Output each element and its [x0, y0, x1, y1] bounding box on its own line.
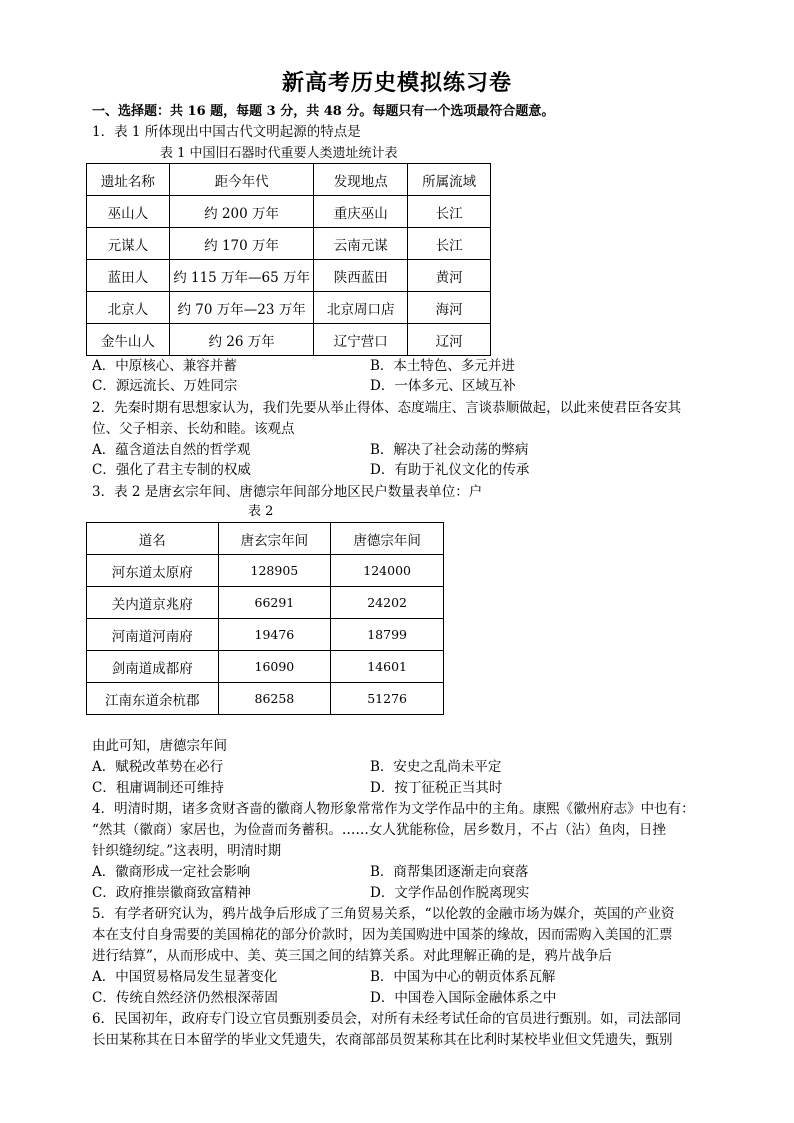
- table-cell: 16090: [218, 651, 331, 683]
- table-cell: 19476: [218, 619, 331, 651]
- table-row: [87, 324, 491, 356]
- q6-stem-line1: 6．民国初年，政府专门设立官员甄别委员会，对所有未经考试任命的官员进行甄别。如，司法部同: [92, 1011, 682, 1027]
- q3-after-text: 由此可知，唐德宗年间: [92, 738, 227, 754]
- table-cell: 黄河: [408, 260, 491, 292]
- q2-stem-line1: 2．先秦时期有思想家认为，我们先要从举止得体、态度端庄、言谈恭顺做起，以此来使君臣各安其: [92, 400, 682, 416]
- q2-option-d: D．有助于礼仪文化的传承: [370, 462, 530, 478]
- table2-header: 唐玄宗年间: [218, 523, 331, 555]
- q2-option-a: A．蕴含道法自然的哲学观: [92, 442, 251, 458]
- section-heading: 一、选择题：共 16 题，每题 3 分，共 48 分。每题只有一个选项最符合题意。: [92, 104, 555, 119]
- table-cell: 元谋人: [87, 228, 170, 260]
- q1-option-c: C．源远流长、万姓同宗: [92, 378, 238, 394]
- q3-stem: 3．表 2 是唐玄宗年间、唐德宗年间部分地区民户数量表单位：户: [92, 484, 483, 500]
- q2-option-b: B．解决了社会动荡的弊病: [370, 442, 529, 458]
- table-cell: 约 170 万年: [169, 228, 314, 260]
- table1-header: 遗址名称: [87, 164, 170, 196]
- table-cell: 北京周口店: [314, 292, 408, 324]
- table1-header: 发现地点: [314, 164, 408, 196]
- q6-stem-line2: 长田某称其在日本留学的毕业文凭遗失，农商部部员贺某称其在比利时某校毕业但文凭遗失，甄别: [92, 1032, 673, 1048]
- table-cell: 辽河: [408, 324, 491, 356]
- table1-caption: 表 1 中国旧石器时代重要人类遗址统计表: [160, 146, 398, 161]
- q1-option-d: D．一体多元、区域互补: [370, 378, 516, 394]
- table-row: [87, 683, 444, 715]
- table-cell: 约 115 万年—65 万年: [169, 260, 314, 292]
- table-cell: 约 26 万年: [169, 324, 314, 356]
- q4-option-b: B．商帮集团逐渐走向衰落: [370, 864, 529, 880]
- table-cell: 金牛山人: [87, 324, 170, 356]
- q1-stem: 1．表 1 所体现出中国古代文明起源的特点是: [92, 124, 361, 140]
- q5-option-d: D．中国卷入国际金融体系之中: [370, 990, 557, 1006]
- q3-option-a: A．赋税改革势在必行: [92, 759, 224, 775]
- q5-option-b: B．中国为中心的朝贡体系瓦解: [370, 969, 556, 985]
- table2: [86, 522, 444, 715]
- table-cell: 关内道京兆府: [87, 587, 219, 619]
- table-row: [87, 228, 491, 260]
- table2-caption: 表 2: [248, 504, 274, 519]
- table1-header: 距今年代: [169, 164, 314, 196]
- q5-stem-line2: 本在支付自身需要的美国棉花的部分价款时，因为美国购进中国茶的缘故，因而需购入美国的汇票: [92, 927, 673, 943]
- table-cell: 14601: [331, 651, 444, 683]
- q4-option-a: A．徽商形成一定社会影响: [92, 864, 251, 880]
- table-row: [87, 651, 444, 683]
- table-cell: 陕西蓝田: [314, 260, 408, 292]
- table-cell: 18799: [331, 619, 444, 651]
- page-title: 新高考历史模拟练习卷: [281, 70, 512, 96]
- table-cell: 巫山人: [87, 196, 170, 228]
- table1-header-row: [87, 164, 491, 196]
- table2-header: 唐德宗年间: [331, 523, 444, 555]
- table-row: [87, 555, 444, 587]
- q4-option-c: C．政府推崇徽商致富精神: [92, 885, 251, 901]
- table-cell: 128905: [218, 555, 331, 587]
- table-cell: 长江: [408, 196, 491, 228]
- table-cell: 北京人: [87, 292, 170, 324]
- table-cell: 约 200 万年: [169, 196, 314, 228]
- table-cell: 辽宁营口: [314, 324, 408, 356]
- q5-stem-line1: 5．有学者研究认为，鸦片战争后形成了三角贸易关系，“以伦敦的金融市场为媒介，英国的产业资: [92, 906, 675, 922]
- table-cell: 河南道河南府: [87, 619, 219, 651]
- table-cell: 重庆巫山: [314, 196, 408, 228]
- table-cell: 剑南道成都府: [87, 651, 219, 683]
- q2-option-c: C．强化了君主专制的权威: [92, 462, 251, 478]
- table-cell: 124000: [331, 555, 444, 587]
- table-cell: 蓝田人: [87, 260, 170, 292]
- table-row: [87, 292, 491, 324]
- table-cell: 江南东道余杭郡: [87, 683, 219, 715]
- table-cell: 长江: [408, 228, 491, 260]
- table-cell: 海河: [408, 292, 491, 324]
- q5-option-c: C．传统自然经济仍然根深蒂固: [92, 990, 278, 1006]
- q2-stem-line2: 位、父子相亲、长幼和睦。该观点: [92, 421, 295, 437]
- q3-option-c: C．租庸调制还可维持: [92, 780, 224, 796]
- q4-stem-line1: 4．明清时期，诸多贪财吝啬的徽商人物形象常常作为文学作品中的主角。康熙《徽州府志》中也有：: [92, 801, 695, 817]
- table-cell: 86258: [218, 683, 331, 715]
- table1-header: 所属流域: [408, 164, 491, 196]
- table-cell: 河东道太原府: [87, 555, 219, 587]
- table1: [86, 163, 491, 356]
- q4-stem-line3: 针织缝纫绽。”这表明，明清时期: [92, 843, 282, 859]
- table-cell: 云南元谋: [314, 228, 408, 260]
- table-row: [87, 260, 491, 292]
- table2-header-row: [87, 523, 444, 555]
- table-row: [87, 196, 491, 228]
- q1-option-b: B．本土特色、多元并进: [370, 358, 515, 374]
- q4-stem-line2: “然其（徽商）家居也，为俭啬而务蓄积。……女人犹能称俭，居乡数月，不占（沾）鱼肉，日挫: [92, 822, 666, 838]
- q4-option-d: D．文学作品创作脱离现实: [370, 885, 530, 901]
- table-cell: 24202: [331, 587, 444, 619]
- table-cell: 约 70 万年—23 万年: [169, 292, 314, 324]
- q3-option-d: D．按丁征税正当其时: [370, 780, 503, 796]
- table-cell: 66291: [218, 587, 331, 619]
- q3-option-b: B．安史之乱尚未平定: [370, 759, 502, 775]
- q1-option-a: A．中原核心、兼容并蓄: [92, 358, 237, 374]
- q5-stem-line3: 进行结算”，从而形成中、美、英三国之间的结算关系。对此理解正确的是，鸦片战争后: [92, 948, 612, 964]
- table-row: [87, 619, 444, 651]
- q5-option-a: A．中国贸易格局发生显著变化: [92, 969, 278, 985]
- table-row: [87, 587, 444, 619]
- table2-header: 道名: [87, 523, 219, 555]
- table-cell: 51276: [331, 683, 444, 715]
